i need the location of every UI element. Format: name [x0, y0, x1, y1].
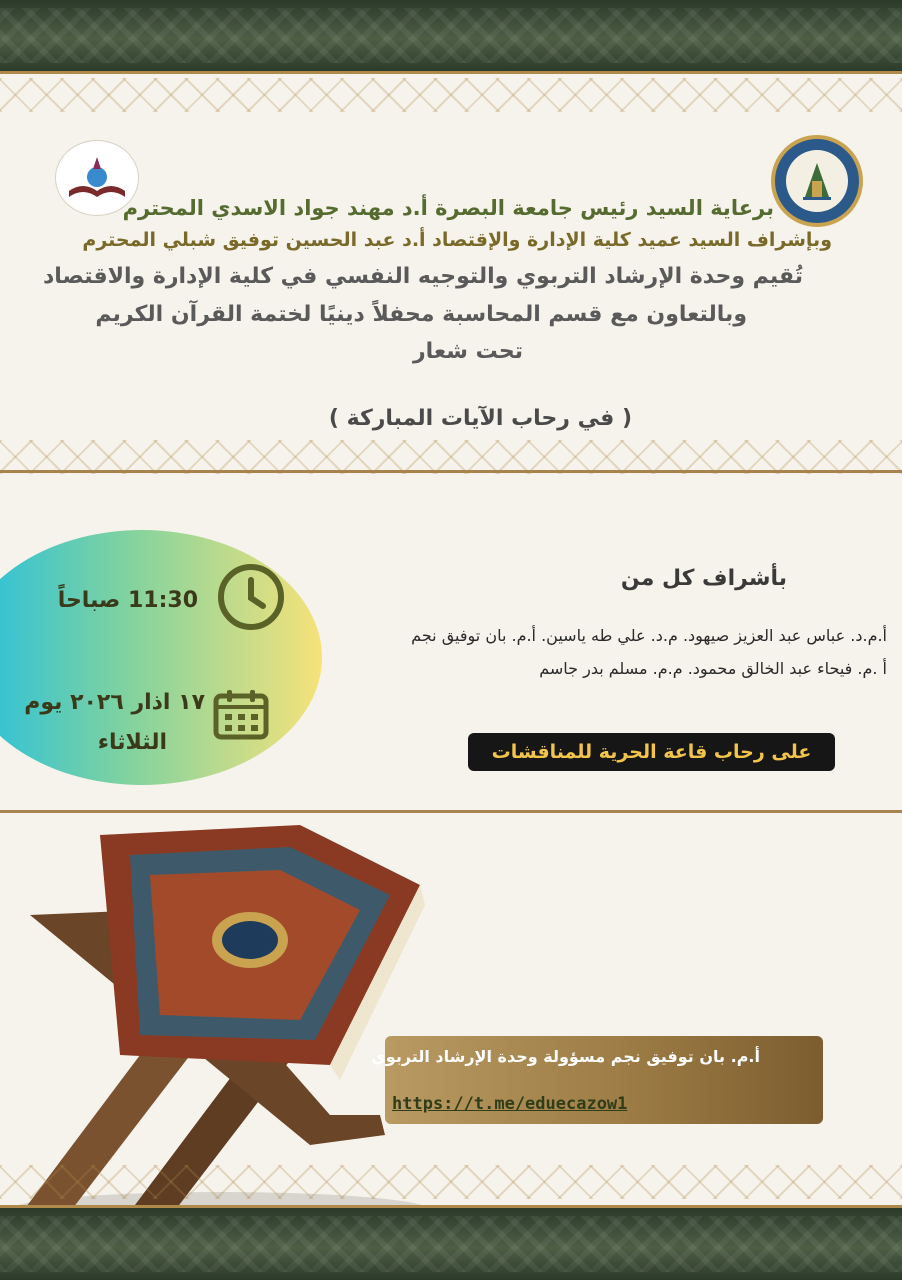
patronage-line-2: وبإشراف السيد عميد كلية الإدارة والإقتصاد أ.د عبد الحسين توفيق شبلي المحترم — [82, 229, 832, 251]
tower-emblem-icon — [795, 159, 839, 203]
event-time: 11:30 صباحاً — [57, 588, 198, 613]
book-globe-emblem-icon — [65, 151, 129, 205]
credit-name: أ.م. بان توفيق نجم مسؤولة وحدة الإرشاد التربوي — [371, 1047, 760, 1066]
supervision-heading: بأشراف كل من — [620, 566, 787, 591]
clock-icon — [216, 562, 286, 632]
top-lattice-pattern — [0, 78, 902, 112]
bottom-lattice-pattern — [0, 1165, 902, 1199]
event-day: الثلاثاء — [97, 730, 167, 755]
bottom-decorative-band — [0, 1205, 902, 1280]
section-divider-top — [0, 470, 902, 473]
telegram-link[interactable]: https://t.me/eduecazow1 — [392, 1094, 628, 1114]
event-slogan: ( في رحاب الآيات المباركة ) — [328, 406, 632, 431]
headline-line-1: تُقيم وحدة الإرشاد التربوي والتوجيه النفسي في كلية الإدارة والاقتصاد — [42, 264, 803, 289]
supervisors-row-2: أ .م. فيحاء عبد الخالق محمود. م.م. مسلم بدر جاسم — [539, 659, 887, 678]
venue-text: على رحاب قاعة الحرية للمناقشات — [491, 741, 812, 763]
headline-line-3: تحت شعار — [412, 339, 523, 364]
section-divider-bottom — [0, 810, 902, 813]
supervisors-row-1: أ.م.د. عباس عبد العزيز صيهود. م.د. علي طه ياسين. أ.م. بان توفيق نجم — [411, 626, 887, 645]
calendar-icon — [213, 688, 269, 740]
venue-badge — [468, 733, 835, 771]
headline-line-2: وبالتعاون مع قسم المحاسبة محفلاً دينيًا لختمة القرآن الكريم — [95, 302, 747, 327]
top-decorative-band — [0, 0, 902, 74]
middle-lattice-pattern — [0, 440, 902, 474]
patronage-line-1: برعاية السيد رئيس جامعة البصرة أ.د مهند جواد الاسدي المحترم — [122, 196, 774, 220]
university-of-basrah-logo — [771, 135, 863, 227]
event-date: ١٧ اذار ٢٠٢٦ يوم — [24, 690, 205, 715]
